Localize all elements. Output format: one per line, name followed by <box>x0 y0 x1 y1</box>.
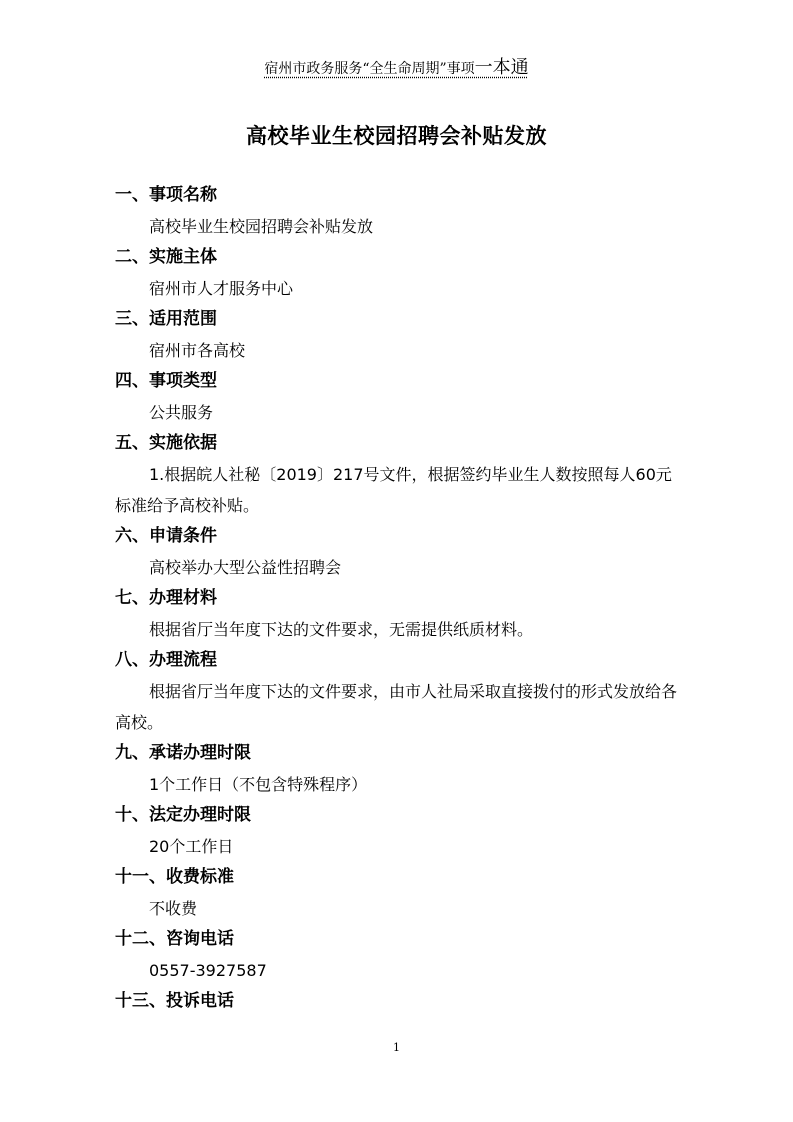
section-conditions <box>115 521 680 583</box>
section-heading: 七、办理材料 <box>115 588 217 608</box>
header-main-text: 宿州市政务服务“全生命周期”事项 <box>264 61 475 77</box>
section-body: 1.根据皖人社秘〔2019〕217号文件，根据签约毕业生人数按照每人60元标准给予高校补贴。 <box>115 465 672 515</box>
section-promised-time-limit <box>115 738 680 800</box>
section-scope <box>115 304 680 366</box>
document-body <box>115 180 680 1017</box>
document-title: 高校毕业生校园招聘会补贴发放 <box>246 124 547 148</box>
section-consultation-phone <box>115 924 680 986</box>
section-fee-standard <box>115 862 680 924</box>
section-body: 公共服务 <box>149 403 214 422</box>
section-complaint-phone <box>115 986 680 1017</box>
section-heading: 三、适用范围 <box>115 309 217 329</box>
section-body: 宿州市各高校 <box>149 341 246 360</box>
section-heading: 六、申请条件 <box>115 526 217 546</box>
section-materials <box>115 583 680 645</box>
section-legal-time-limit <box>115 800 680 862</box>
section-body: 高校毕业生校园招聘会补贴发放 <box>149 217 374 236</box>
section-body: 20个工作日 <box>149 837 234 856</box>
section-item-type <box>115 366 680 428</box>
section-implementing-body <box>115 242 680 304</box>
running-header <box>0 58 793 81</box>
section-body: 根据省厅当年度下达的文件要求，由市人社局采取直接拨付的形式发放给各高校。 <box>115 682 678 732</box>
header-big-text: 一本通 <box>474 57 529 78</box>
section-heading: 十、法定办理时限 <box>115 805 251 825</box>
section-heading: 十二、咨询电话 <box>115 929 234 949</box>
section-legal-basis <box>115 428 680 521</box>
section-body: 0557-3927587 <box>149 961 267 980</box>
section-heading: 十三、投诉电话 <box>115 991 234 1011</box>
section-process <box>115 645 680 738</box>
section-heading: 五、实施依据 <box>115 433 217 453</box>
section-heading: 八、办理流程 <box>115 650 217 670</box>
section-body: 不收费 <box>149 899 198 918</box>
section-heading: 十一、收费标准 <box>115 867 234 887</box>
section-heading: 九、承诺办理时限 <box>115 743 251 763</box>
page-number: 1 <box>393 1041 400 1054</box>
section-body: 宿州市人才服务中心 <box>149 279 294 298</box>
section-heading: 四、事项类型 <box>115 371 217 391</box>
section-body: 根据省厅当年度下达的文件要求，无需提供纸质材料。 <box>149 620 534 639</box>
section-item-name <box>115 180 680 242</box>
section-heading: 二、实施主体 <box>115 247 217 267</box>
section-heading: 一、事项名称 <box>115 185 217 205</box>
running-header-text <box>264 58 528 81</box>
section-body: 1个工作日（不包含特殊程序） <box>149 775 368 794</box>
section-body: 高校举办大型公益性招聘会 <box>149 558 342 577</box>
